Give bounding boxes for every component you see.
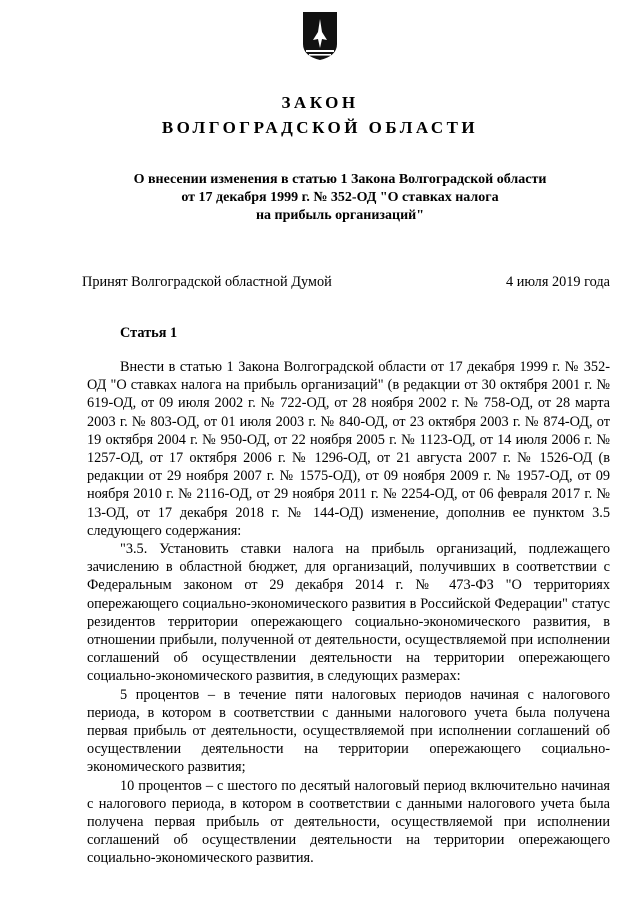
article-paragraph: Внести в статью 1 Закона Волгоградской области от 17 декабря 1999 г. № 352-ОД "О ставках налога на прибыль организаций" (в редакции от 30 октября 2001 г. № 619-ОД, от 09 июля 2002 г. № 722-ОД, от 28 ноября 2002 г. № 758-ОД, от 28 марта 2003 г. № 803-ОД, от 01 июля 2003 г. № 840-ОД, от 23 октября 2003 г. № 874-ОД, от 19 октября 2004 г. № 950-ОД, от 22 ноября 2005 г. № 1123-ОД, от 14 июля 2006 г. № 1257-ОД, от 17 октября 2006 г. № 1296-ОД, от 21 августа 2007 г. № 1526-ОД (в редакции от 29 ноября 2007 г. № 1575-ОД), от 09 ноября 2009 г. № 1957-ОД, от 09 ноября 2010 г. № 2116-ОД, от 29 ноября 2011 г. № 2254-ОД, от 06 февраля 2017 г. № 13-ОД, от 17 декабря 2018 г. № 144-ОД) изменение, дополнив ее пунктом 3.5 следующего содержания:: [87, 359, 610, 539]
region-title: ВОЛГОГРАДСКОЙ ОБЛАСТИ: [161, 118, 479, 137]
article-paragraph: "3.5. Установить ставки налога на прибыль организаций, подлежащего зачислению в областной бюджет, для организаций, получивших в соответствии с Федеральным законом от 29 декабря 2014 г. № 473-ФЗ "О территориях опережающего социально-экономического развития в Российской Федерации" статус резидентов территории опережающего социально-экономического развития, в отношении прибыли, полученной от деятельности, осуществляемой при исполнении соглашений об осуществлении деятельности на территории опережающего социально-экономического развития, в следующих размерах:: [87, 541, 610, 685]
article-paragraph: 5 процентов – в течение пяти налоговых периодов начиная с налогового периода, в котором в соответствии с данными налогового учета была получена первая прибыль от деятельности, осуществляемой при исполнении соглашений об осуществлении деятельности на территории опережающего социально-экономического развития;: [87, 686, 610, 776]
law-subject-line: О внесении изменения в статью 1 Закона Волгоградской области: [133, 172, 547, 187]
law-subject: [80, 171, 600, 225]
article-body: [87, 358, 610, 868]
law-subject-line: от 17 декабря 1999 г. № 352-ОД "О ставках налога: [181, 190, 499, 205]
adopted-by: Принят Волгоградской областной Думой: [82, 274, 332, 290]
article-paragraph: 10 процентов – с шестого по десятый налоговый период включительно начиная с налогового периода, в котором в соответствии с данными налогового учета была получена первая прибыль от деятельности, осуществляемой при исполнении соглашений об осуществлении деятельности на территории опережающего социально-экономического развития.: [87, 777, 610, 867]
document-type-title: ЗАКОН: [281, 93, 359, 112]
article-heading: Статья 1: [120, 325, 178, 341]
coat-of-arms-emblem: [301, 10, 339, 62]
law-subject-line: на прибыль организаций": [255, 208, 425, 223]
adoption-date: 4 июля 2019 года: [505, 274, 610, 290]
